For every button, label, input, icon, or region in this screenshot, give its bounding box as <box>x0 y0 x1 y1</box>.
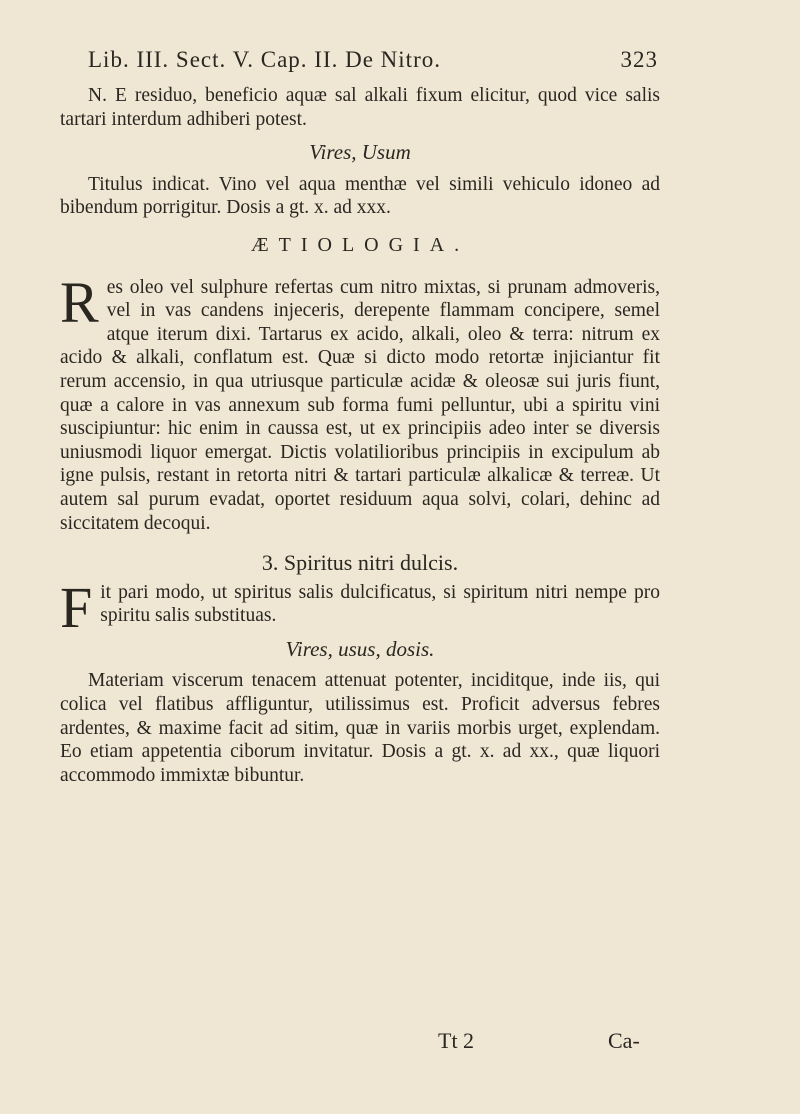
section-3-title: 3. Spiritus nitri dulcis. <box>261 550 459 576</box>
dropcap-r: R <box>60 269 99 335</box>
page-body <box>60 84 660 787</box>
running-head: Lib. III. Sect. V. Cap. II. De Nitro. <box>88 47 441 72</box>
intro-paragraph: N. E residuo, beneficio aquæ sal alkali fixum elicitur, quod vice salis tartari interdum adhiberi potest. <box>60 85 660 130</box>
section-3-text: it pari modo, ut spiritus salis dulcificatus, si spiritum nitri nempe pro spiritu salis substituas. <box>100 581 660 627</box>
vires-usus-dosis-paragraph: Materiam viscerum tenacem attenuat potenter, inciditque, inde iis, qui colica vel flatibus affliguntur, utilissimus est. Proficit adversus febres ardentes, & maxime facit ad sitim, quæ in variis morbis urget, explendam. Eo etiam appetentia ciborum invitatur. Dosis a gt. x. ad xx., quæ liquori accommodo immixtæ bibuntur. <box>60 670 660 786</box>
catchword: Ca- <box>608 1028 640 1053</box>
vires-usum-title: Vires, Usum <box>309 140 411 165</box>
section-3-paragraph <box>60 574 660 640</box>
signature-mark: Tt 2 <box>438 1028 475 1053</box>
dropcap-f: F <box>60 574 93 640</box>
aetiologia-heading: ÆTIOLOGIA. <box>250 233 470 256</box>
aetiologia-paragraph <box>60 269 660 536</box>
vires-usus-dosis-title: Vires, usus, dosis. <box>285 636 435 661</box>
running-header <box>88 47 658 73</box>
vires-usum-paragraph: Titulus indicat. Vino vel aqua menthæ vel simili vehiculo idoneo ad bibendum porrigitur. Dosis a gt. x. ad xxx. <box>60 173 660 219</box>
aetiologia-text: es oleo vel sulphure refertas cum nitro mixtas, si prunam admoveris, vel in vas candens injeceris, derepente flammam concipere, semel atque iterum dixi. Tartarus ex acido, alkali, oleo & terra: nitrum ex acido & alkali, conflatum est. Quæ si dicto modo retortæ injiciantur fit rerum accensio, in qua utriusque particulæ acidæ & oleosæ sui juris fiunt, quæ a calore in vas annexum sub forma fumi pelluntur, ubi a spiritu vini suscipiuntur: hic enim in caussa est, ut ex principiis adeo inter se diversis uniusmodi liquor emergat. Dictis volatilioribus principiis in excipulum ab igne pulsis, restant in retorta nitri & tartari particulæ alkalicæ & terreæ. Ut autem sal purum evadat, oportet residuum aqua solvi, colari, dehinc ad siccitatem decoqui. <box>60 276 660 534</box>
page-number: 323 <box>620 47 658 72</box>
